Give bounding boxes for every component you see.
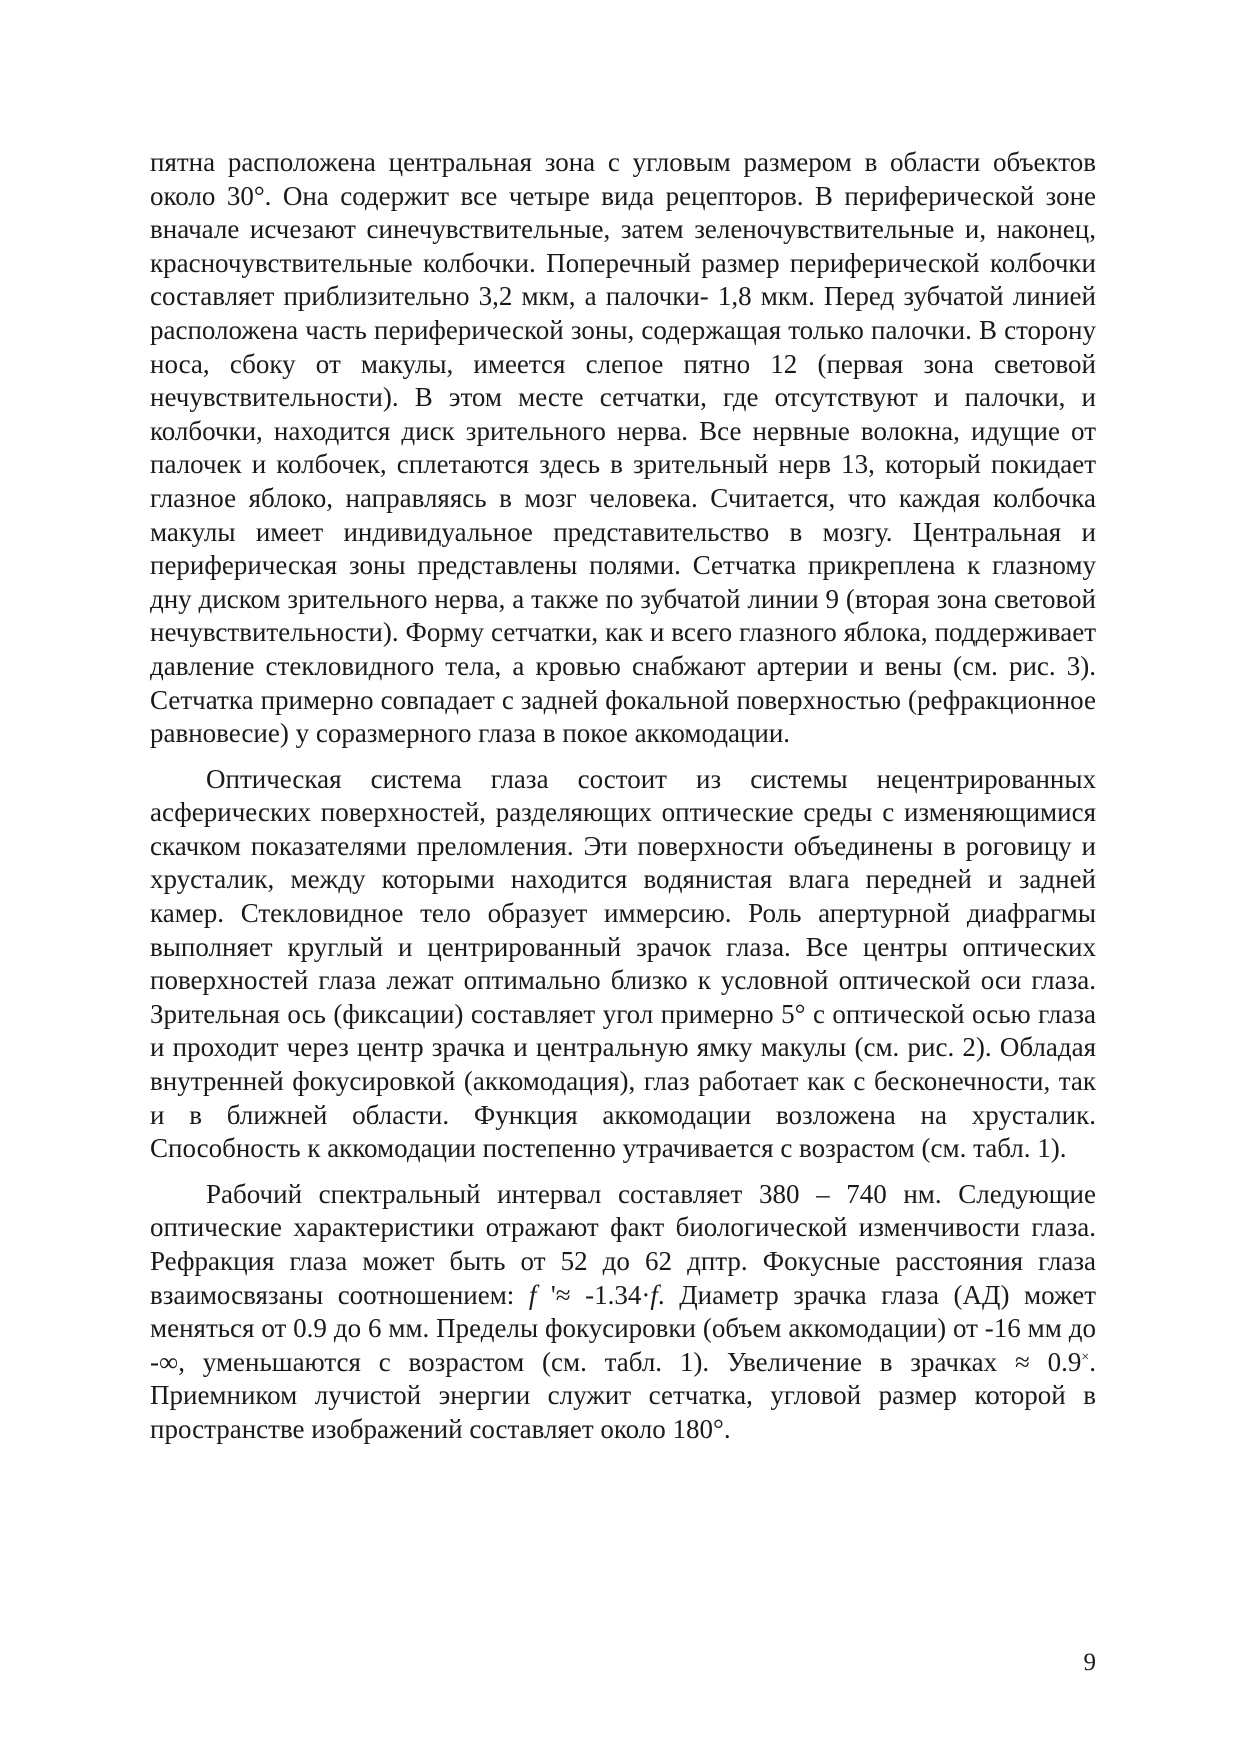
page-number: 9	[1083, 1649, 1096, 1676]
paragraph-text-part: . Диаметр зрачка глаза (АД) может меняться от 0.9 до 6 мм. Пределы фокусировки (объем аккомодации) от -16 мм до -∞, уменьшаются с возрастом (см. табл. 1). Увеличение в зрачках ≈ 0.9	[150, 1279, 1096, 1377]
paragraph-optical-system: Оптическая система глаза состоит из системы нецентрированных асферических поверхностей, разделяющих оптические среды с изменяющимися скачком показателями преломления. Эти поверхности объединены в роговицу и хрусталик, между которыми находится водянистая влага передней и задней камер. Стекловидное тело образует иммерсию. Роль апертурной диафрагмы выполняет круглый и центрированный зрачок глаза. Все центры оптических поверхностей глаза лежат оптимально близко к условной оптической оси глаза. Зрительная ось (фиксации) составляет угол примерно 5° с оптической осью глаза и проходит через центр зрачка и центральную ямку макулы (см. рис. 2). Обладая внутренней фокусировкой (аккомодация), глаз работает как с бесконечности, так и в ближней области. Функция аккомодации возложена на хрусталик. Способность к аккомодации постепенно утрачивается с возрастом (см. табл. 1).	[150, 763, 1096, 1164]
document-page	[150, 146, 1096, 1447]
paragraph-text-part: Рабочий спектральный интервал составляет 380 – 740 нм. Следующие оптические характеристики отражают факт биологической изменчивости глаза. Рефракция глаза может быть от 52 до 62 дптр. Фокусные расстояния глаза взаимосвязаны соотношением:	[150, 1178, 1096, 1310]
paragraph-retina-zones: пятна расположена центральная зона с угловым размером в области объектов около 30°. Она содержит все четыре вида рецепторов. В периферической зоне вначале исчезают синечувствительные, затем зеленочувствительные и, наконец, красночувствительные колбочки. Поперечный размер периферической колбочки составляет приблизительно 3,2 мкм, а палочки- 1,8 мкм. Перед зубчатой линией расположена часть периферической зоны, содержащая только палочки. В сторону носа, сбоку от макулы, имеется слепое пятно 12 (первая зона световой нечувствительности). В этом месте сетчатки, где отсутствуют и палочки, и колбочки, находится диск зрительного нерва. Все нервные волокна, идущие от палочек и колбочек, сплетаются здесь в зрительный нерв 13, который покидает глазное яблоко, направляясь в мозг человека. Считается, что каждая колбочка макулы имеет индивидуальное представительство в мозгу. Центральная и периферическая зоны представлены полями. Сетчатка прикреплена к глазному дну диском зрительного нерва, а также по зубчатой линии 9 (вторая зона световой нечувствительности). Форму сетчатки, как и всего глазного яблока, поддерживает давление стекловидного тела, а кровью снабжают артерии и вены (см. рис. 3). Сетчатка примерно совпадает с задней фокальной поверхностью (рефракционное равновесие) у соразмерного глаза в покое аккомодации.	[150, 147, 1096, 749]
paragraph-optical-characteristics	[150, 1178, 1096, 1447]
formula-relation: '≈ -1.34·	[536, 1279, 651, 1310]
magnification-superscript: ×	[1081, 1349, 1090, 1365]
formula-symbol-f: f	[650, 1279, 658, 1310]
formula-symbol-f: f	[528, 1279, 537, 1310]
paragraph-text-part: . Приемником лучистой энергии служит сетчатка, угловой размер которой в пространстве изображений составляет около 180°.	[150, 1346, 1096, 1444]
